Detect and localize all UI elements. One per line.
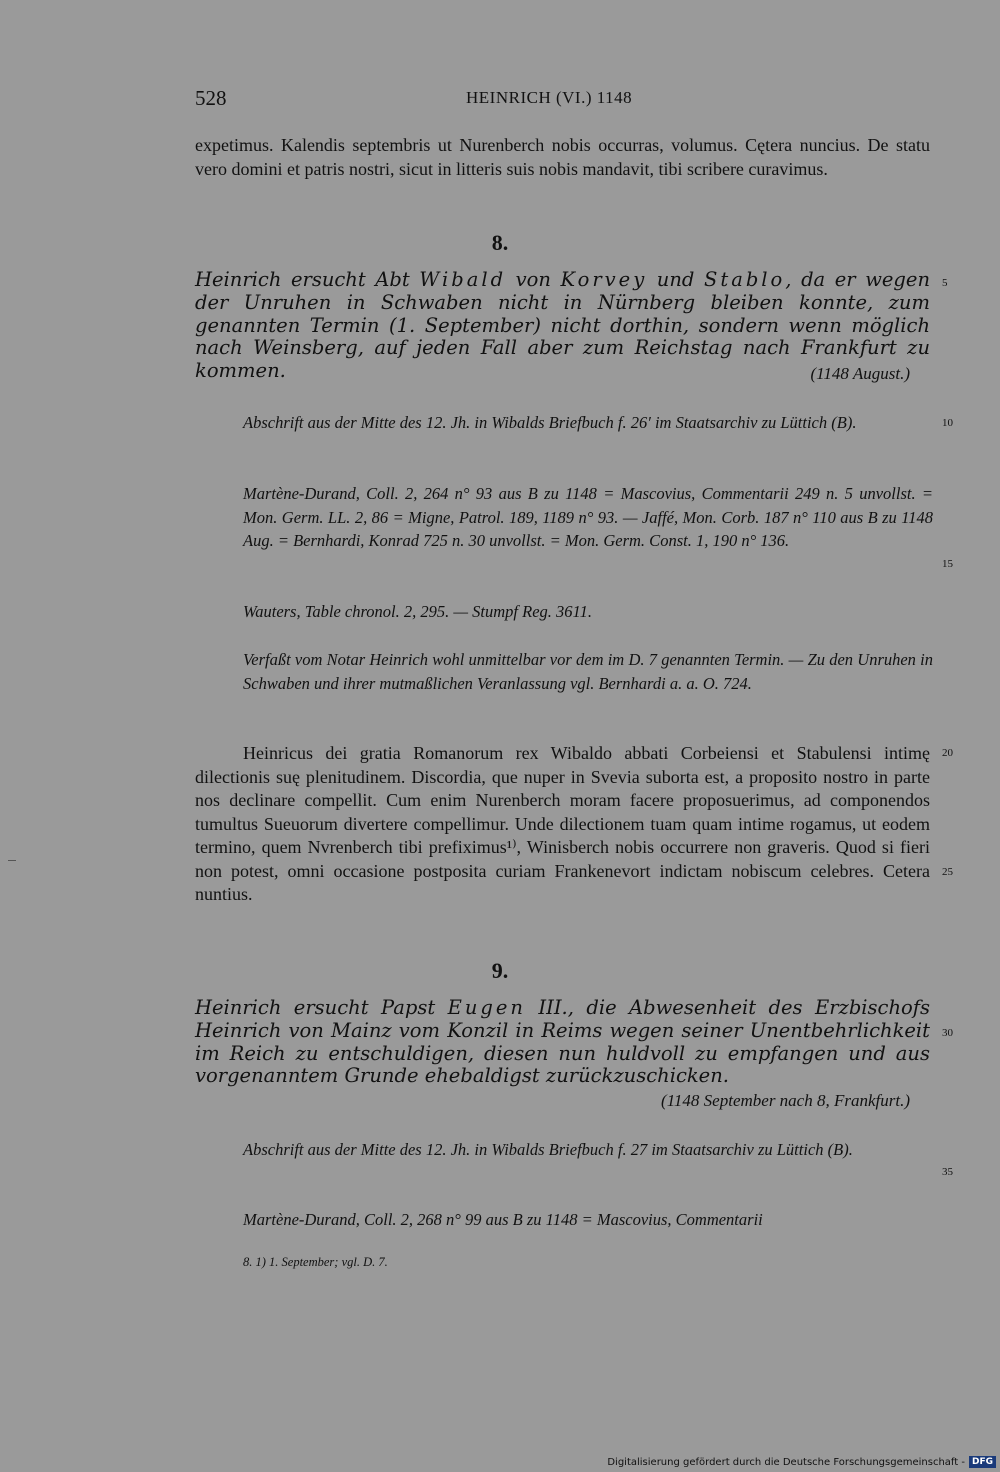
document-8-regesta: Wauters, Table chronol. 2, 295. — Stumpf Reg. 3611. (243, 602, 592, 621)
running-title: HEINRICH (VI.) 1148 (466, 88, 633, 107)
document-9-summary: Heinrich ersucht Papst Eugen III., die Abwesenheit des Erzbischofs Heinrich von Mainz vom Konzil in Reims wegen seiner Unentbehrlichkeit im Reich zu entschuldigen, diesen nun huldvoll zu empfangen und aus vorgenanntem Grunde ehebaldigst zurückzuschicken. (195, 996, 930, 1088)
line-number: 25 (942, 866, 953, 878)
dfg-credit (607, 1456, 996, 1468)
line-number: 35 (942, 1166, 953, 1178)
dfg-logo: DFG (969, 1456, 996, 1468)
line-number: 10 (942, 417, 953, 429)
document-8-text: Heinricus dei gratia Romanorum rex Wibaldo abbati Corbeiensi et Stabulensi intimę dilectionis suę plenitudinem. Discordia, que nuper in Svevia suborta est, a proposito nostro in parte nos declinare compellit. Cum enim Nurenberch moram facere proposuerimus, ad componendos tumultus Sueuorum divertere compellimur. Unde dilectionem tuam quam intime rogamus, ut eodem termino, quem Nvrenberch tibi prefiximus¹⁾, Winisberch nobis occurrere non graveris. Quod si fieri non potest, omni occasione postposita curiam Frankenevort indictam nobiscum celebres. Cetera nuntius. (195, 743, 930, 904)
continuation-paragraph: expetimus. Kalendis septembris ut Nurenberch nobis occurras, volumus. Cętera nuncius. De statu vero domini et patris nostri, sicut in litteris suis nobis mandavit, tibi scribere curavimus. (195, 135, 930, 179)
credit-text: Digitalisierung gefördert durch die Deutsche Forschungsgemeinschaft - (607, 1456, 965, 1468)
document-8-remark: Verfaßt vom Notar Heinrich wohl unmittelbar vor dem im D. 7 genannten Termin. — Zu den Unruhen in Schwaben und ihrer mutmaßlichen Veranlassung vgl. Bernhardi a. a. O. 724. (243, 650, 933, 693)
name-wibald: Wibald (419, 268, 507, 291)
name-stablo: Stablo (704, 268, 786, 291)
line-number: 5 (942, 277, 948, 289)
document-9-source: Abschrift aus der Mitte des 12. Jh. in Wibalds Briefbuch f. 27 im Staatsarchiv zu Lüttich (B). (243, 1140, 853, 1159)
footnote: 8. 1) 1. September; vgl. D. 7. (243, 1255, 388, 1269)
document-9-editions: Martène-Durand, Coll. 2, 268 n° 99 aus B zu 1148 = Mascovius, Commentarii (243, 1210, 763, 1229)
document-8-summary: Heinrich ersucht Abt Wibald von Korvey und Stablo, da er wegen der Unruhen in Schwaben nicht in Nürnberg bleiben konnte, zum genannten Termin (1. September) nicht dorthin, sondern wenn möglich nach Weinsberg, auf jeden Fall aber zum Reichstag nach Frankfurt zu kommen. (195, 268, 931, 383)
document-number-8: 8. (491, 230, 509, 255)
document-8-editions: Martène-Durand, Coll. 2, 264 n° 93 aus B zu 1148 = Mascovius, Commentarii 249 n. 5 unvollst. = Mon. Germ. LL. 2, 86 = Migne, Patrol. 189, 1189 n° 93. — Jaffé, Mon. Corb. 187 n° 110 aus B zu 1148 Aug. = Bernhardi, Konrad 725 n. 30 unvollst. = Mon. Germ. Const. 1, 190 n° 136. (243, 484, 933, 550)
name-eugen: Eugen (447, 996, 526, 1019)
page-number: 528 (195, 86, 227, 110)
name-korvey: Korvey (560, 268, 648, 291)
line-number: 20 (942, 747, 953, 759)
document-8-source: Abschrift aus der Mitte des 12. Jh. in Wibalds Briefbuch f. 26′ im Staatsarchiv zu Lüttich (B). (243, 413, 857, 432)
line-number: 30 (942, 1027, 953, 1039)
line-number: 15 (942, 558, 953, 570)
document-number-9: 9. (491, 958, 509, 983)
document-9-date: (1148 September nach 8, Frankfurt.) (661, 1091, 910, 1110)
document-8-date: (1148 August.) (810, 364, 910, 383)
margin-mark (8, 860, 16, 861)
